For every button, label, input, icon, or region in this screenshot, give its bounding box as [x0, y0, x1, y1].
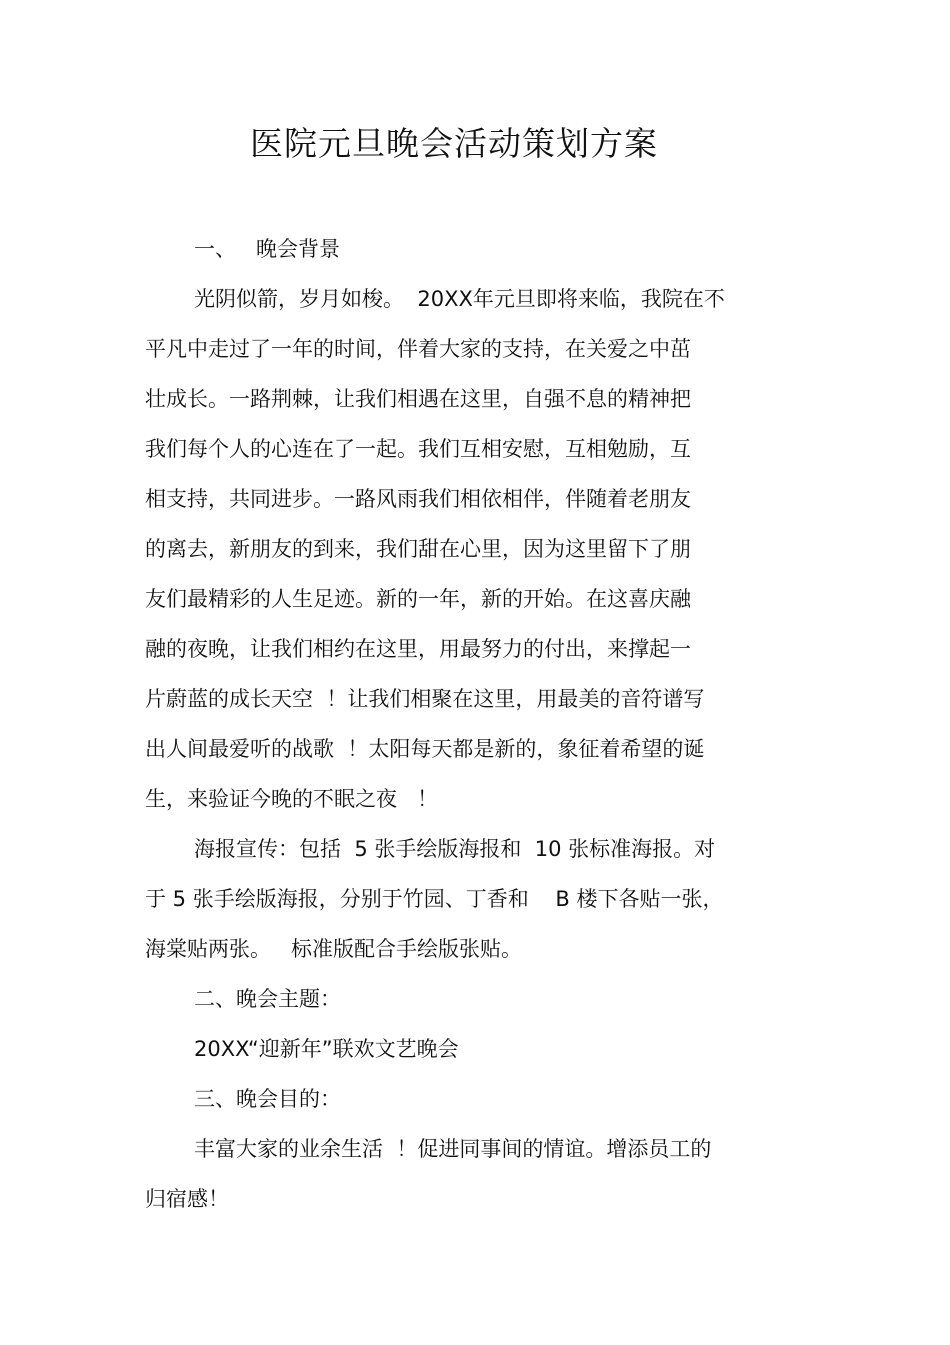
- text-line: 片蔚蓝的成长天空 ！让我们相聚在这里，用最美的音符谱写: [145, 687, 705, 711]
- text-line: 壮成长。一路荆棘，让我们相遇在这里，自强不息的精神把: [145, 387, 691, 411]
- text-line: 光阴似箭，岁月如梭。 20XX年元旦即将来临，我院在不: [194, 287, 725, 311]
- document-title: 医院元旦晚会活动策划方案: [250, 124, 658, 163]
- text-line: 一、 晚会背景: [194, 237, 341, 261]
- text-line: 三、晚会目的：: [194, 1087, 341, 1111]
- text-line: 出人间最爱听的战歌 ！太阳每天都是新的，象征着希望的诞: [145, 737, 705, 761]
- text-line: 我们每个人的心连在了一起。我们互相安慰，互相勉励，互: [145, 437, 691, 461]
- text-line: 丰富大家的业余生活 ！促进同事间的情谊。增添员工的: [194, 1137, 712, 1161]
- text-line: 二、晚会主题：: [194, 987, 341, 1011]
- text-line: 融的夜晚，让我们相约在这里，用最努力的付出，来撑起一: [145, 637, 691, 661]
- text-line: 平凡中走过了一年的时间，伴着大家的支持，在关爱之中茁: [145, 337, 691, 361]
- text-line: 于 5 张手绘版海报，分别于竹园、丁香和 B 楼下各贴一张，: [145, 887, 724, 911]
- document-body: [145, 224, 805, 1224]
- text-line: 相支持，共同进步。一路风雨我们相依相伴，伴随着老朋友: [145, 487, 691, 511]
- text-line: 海报宣传：包括 5 张手绘版海报和 10 张标准海报。对: [194, 837, 716, 861]
- text-line: 海棠贴两张。 标准版配合手绘版张贴。: [145, 937, 523, 961]
- text-line: 归宿感！: [145, 1187, 229, 1211]
- text-line: 的离去，新朋友的到来，我们甜在心里，因为这里留下了朋: [145, 537, 691, 561]
- text-line: 友们最精彩的人生足迹。新的一年，新的开始。在这喜庆融: [145, 587, 691, 611]
- text-line: 20XX“迎新年”联欢文艺晚会: [194, 1037, 459, 1061]
- text-line: 生，来验证今晚的不眠之夜 ！: [145, 787, 439, 811]
